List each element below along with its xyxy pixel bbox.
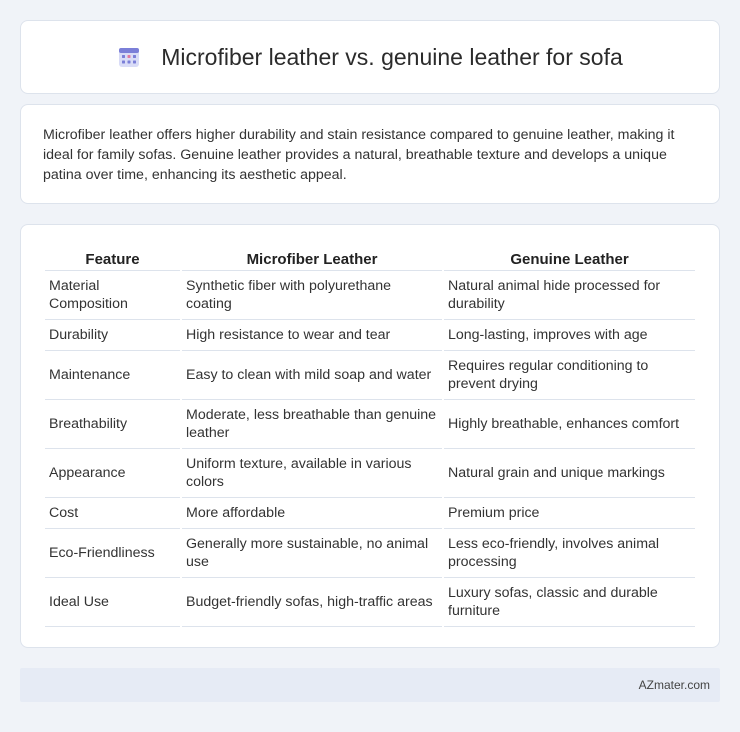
genuine-cell: Natural grain and unique markings (444, 449, 695, 498)
table-row (45, 498, 695, 529)
genuine-cell: Luxury sofas, classic and durable furniture (444, 578, 695, 627)
table-row (45, 351, 695, 400)
table-row (45, 449, 695, 498)
microfiber-cell: Moderate, less breathable than genuine leather (182, 400, 442, 449)
table-row (45, 271, 695, 320)
table-row (45, 400, 695, 449)
feature-cell: Material Composition (45, 271, 180, 320)
footer (20, 668, 720, 702)
microfiber-cell: Uniform texture, available in various colors (182, 449, 442, 498)
microfiber-cell: More affordable (182, 498, 442, 529)
header-microfiber: Microfiber Leather (182, 245, 442, 271)
header-feature: Feature (45, 245, 180, 271)
feature-cell: Durability (45, 320, 180, 351)
genuine-cell: Premium price (444, 498, 695, 529)
header-genuine: Genuine Leather (444, 245, 695, 271)
genuine-cell: Long-lasting, improves with age (444, 320, 695, 351)
summary-card (20, 104, 720, 204)
genuine-cell: Highly breathable, enhances comfort (444, 400, 695, 449)
comparison-table (43, 245, 697, 627)
microfiber-cell: Easy to clean with mild soap and water (182, 351, 442, 400)
microfiber-cell: High resistance to wear and tear (182, 320, 442, 351)
table-row (45, 529, 695, 578)
genuine-cell: Less eco-friendly, involves animal processing (444, 529, 695, 578)
footer-brand: AZmater.com (638, 678, 710, 692)
table-row (45, 578, 695, 627)
feature-cell: Appearance (45, 449, 180, 498)
genuine-cell: Requires regular conditioning to prevent drying (444, 351, 695, 400)
feature-cell: Maintenance (45, 351, 180, 400)
microfiber-cell: Budget-friendly sofas, high-traffic areas (182, 578, 442, 627)
calendar-grid-icon (117, 45, 141, 69)
comparison-table-card (20, 224, 720, 648)
title-card (20, 20, 720, 94)
table-row (45, 320, 695, 351)
microfiber-cell: Synthetic fiber with polyurethane coating (182, 271, 442, 320)
summary-text: Microfiber leather offers higher durability and stain resistance compared to genuine leather, making it ideal for family sofas. Genuine leather provides a natural, breathable texture and develops a unique patina over time, enhancing its aesthetic appeal. (43, 127, 675, 183)
feature-cell: Eco-Friendliness (45, 529, 180, 578)
table-header-row (45, 245, 695, 271)
feature-cell: Ideal Use (45, 578, 180, 627)
page-title: Microfiber leather vs. genuine leather for sofa (161, 43, 623, 70)
genuine-cell: Natural animal hide processed for durability (444, 271, 695, 320)
feature-cell: Cost (45, 498, 180, 529)
feature-cell: Breathability (45, 400, 180, 449)
microfiber-cell: Generally more sustainable, no animal use (182, 529, 442, 578)
